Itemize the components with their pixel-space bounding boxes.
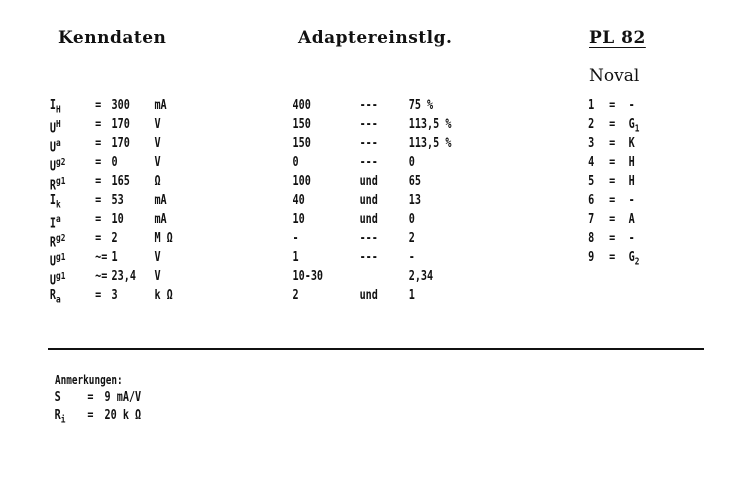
note-value: 20 k Ω [104, 408, 142, 423]
adapter-connector: --- [359, 98, 378, 113]
table-row [0, 210, 635, 232]
adapter-correction: 2 [408, 231, 415, 246]
pin-equals: = [609, 231, 616, 246]
pin-number: 9 [588, 250, 595, 265]
equals-sign: = [95, 136, 102, 151]
adapter-setting: 40 [292, 193, 305, 208]
pin-number: 8 [588, 231, 595, 246]
parameter-symbol: $R^{g2}$ [49, 233, 66, 251]
adapter-connector: und [359, 212, 378, 227]
adapter-connector: und [359, 174, 378, 189]
table-row [0, 153, 635, 175]
parameter-unit: M Ω [154, 231, 173, 246]
equals-sign: = [95, 98, 102, 113]
parameter-value: 170 [111, 136, 130, 151]
adapter-connector: --- [359, 231, 378, 246]
pin-number: 6 [588, 193, 595, 208]
parameter-value: 23,4 [111, 269, 136, 284]
adapter-connector: und [359, 193, 378, 208]
adapter-correction: 1 [408, 288, 415, 303]
pin-equals: = [609, 117, 616, 132]
table-row [0, 115, 640, 137]
pin-electrode: $G_1$ [628, 117, 640, 135]
adapter-correction: 0 [408, 155, 415, 170]
adapter-correction: 113,5 % [408, 136, 452, 151]
tube-model-title: PL 82 [589, 28, 646, 48]
table-row [0, 134, 635, 156]
equals-sign: = [95, 155, 102, 170]
parameter-unit: V [154, 117, 161, 132]
pin-electrode: $G_2$ [628, 250, 640, 268]
pin-number: 4 [588, 155, 595, 170]
table-row [0, 191, 635, 211]
parameter-value: 0 [111, 155, 118, 170]
adapter-connector: --- [359, 117, 378, 132]
adapter-setting: 1 [292, 250, 299, 265]
adapter-setting: 150 [292, 136, 311, 151]
parameter-unit: mA [154, 193, 167, 208]
pin-equals: = [609, 250, 616, 265]
note-equals: = [87, 390, 94, 405]
equals-sign: = [95, 231, 102, 246]
adapter-setting: 2 [292, 288, 299, 303]
adapter-setting: - [292, 231, 299, 246]
parameter-symbol: $R^{g1}$ [49, 176, 66, 194]
table-row [0, 172, 635, 194]
equals-sign: ~= [95, 250, 108, 265]
parameter-unit: mA [154, 98, 167, 113]
pin-electrode: A [628, 212, 635, 227]
adapter-connector: und [359, 288, 378, 303]
pin-number: 1 [588, 98, 595, 113]
equals-sign: = [95, 193, 102, 208]
adapter-connector: --- [359, 155, 378, 170]
note-symbol: S [54, 390, 61, 405]
adapter-correction: 0 [408, 212, 415, 227]
parameter-symbol: $I_k$ [49, 193, 61, 211]
table-row [0, 96, 635, 116]
parameter-unit: V [154, 155, 161, 170]
parameter-symbol: $R_a$ [49, 288, 61, 306]
parameter-symbol: $U^{g1}$ [49, 252, 66, 270]
header-adaptereinstellung: Adaptereinstlg. [298, 28, 453, 48]
adapter-connector: --- [359, 136, 378, 151]
parameter-value: 53 [111, 193, 124, 208]
note-row [0, 407, 585, 425]
table-row [0, 286, 585, 305]
equals-sign: = [95, 117, 102, 132]
table-row [0, 267, 585, 289]
parameter-symbol: $U^{g1}$ [49, 271, 66, 289]
pin-equals: = [609, 193, 616, 208]
pin-electrode: - [628, 231, 635, 246]
adapter-connector: --- [359, 250, 378, 265]
adapter-setting: 150 [292, 117, 311, 132]
parameter-symbol: $U^a$ [49, 138, 61, 156]
parameter-value: 300 [111, 98, 130, 113]
pin-number: 3 [588, 136, 595, 151]
parameter-unit: V [154, 250, 161, 265]
adapter-correction: 65 [408, 174, 421, 189]
equals-sign: ~= [95, 269, 108, 284]
pin-electrode: - [628, 98, 635, 113]
adapter-correction: 2,34 [408, 269, 434, 284]
tube-base-label: Noval [589, 66, 640, 86]
pin-electrode: - [628, 193, 635, 208]
parameter-symbol: $I_H$ [49, 98, 61, 116]
note-row [0, 389, 585, 407]
pin-number: 5 [588, 174, 595, 189]
pin-equals: = [609, 155, 616, 170]
parameter-unit: mA [154, 212, 167, 227]
parameter-unit: Ω [154, 174, 161, 189]
adapter-setting: 10 [292, 212, 305, 227]
parameter-value: 3 [111, 288, 118, 303]
parameter-value: 2 [111, 231, 118, 246]
pin-electrode: H [628, 174, 635, 189]
equals-sign: = [95, 212, 102, 227]
parameter-value: 1 [111, 250, 118, 265]
parameter-value: 170 [111, 117, 130, 132]
pin-electrode: H [628, 155, 635, 170]
header-kenndaten: Kenndaten [58, 28, 167, 48]
adapter-correction: - [408, 250, 415, 265]
pin-number: 7 [588, 212, 595, 227]
pin-electrode: K [628, 136, 635, 151]
adapter-setting: 100 [292, 174, 311, 189]
adapter-correction: 75 % [408, 98, 434, 113]
parameter-unit: k Ω [154, 288, 173, 303]
note-value: 9 mA/V [104, 390, 142, 405]
equals-sign: = [95, 174, 102, 189]
parameter-symbol: $U^{g2}$ [49, 157, 66, 175]
table-row [0, 229, 635, 251]
adapter-setting: 0 [292, 155, 299, 170]
table-row [0, 248, 640, 270]
section-divider [48, 348, 704, 350]
adapter-setting: 400 [292, 98, 311, 113]
parameter-value: 10 [111, 212, 124, 227]
parameter-unit: V [154, 136, 161, 151]
notes-title: Anmerkungen: [55, 373, 123, 387]
adapter-setting: 10-30 [292, 269, 324, 284]
pin-equals: = [609, 136, 616, 151]
pin-equals: = [609, 212, 616, 227]
note-symbol: $R_i$ [54, 408, 66, 426]
pin-number: 2 [588, 117, 595, 132]
equals-sign: = [95, 288, 102, 303]
parameter-symbol: $I^a$ [49, 214, 61, 232]
parameter-symbol: $U^H$ [49, 119, 61, 137]
parameter-unit: V [154, 269, 161, 284]
pin-equals: = [609, 98, 616, 113]
parameter-value: 165 [111, 174, 130, 189]
adapter-correction: 113,5 % [408, 117, 452, 132]
pin-equals: = [609, 174, 616, 189]
note-equals: = [87, 408, 94, 423]
adapter-correction: 13 [408, 193, 421, 208]
